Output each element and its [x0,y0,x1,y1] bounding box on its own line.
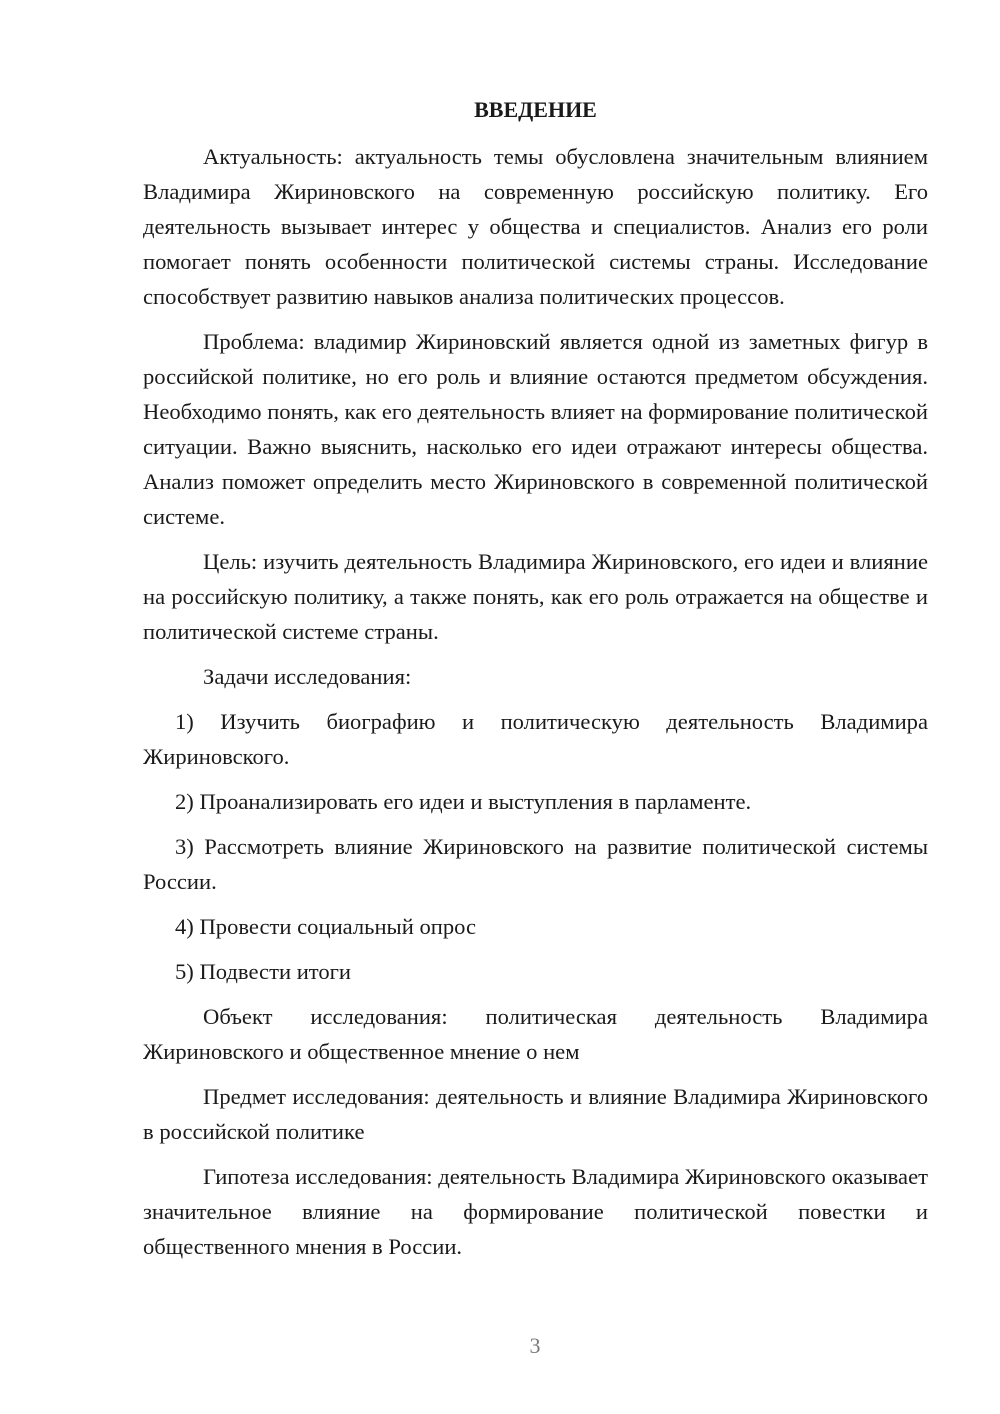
section-title: ВВЕДЕНИЕ [474,97,597,122]
paragraph-goal: Цель: изучить деятельность Владимира Жириновского, его идеи и влияние на российскую политику, а также понять, как его роль отражается на обществе и политической системе страны. [143,549,928,644]
paragraph-tasks-heading: Задачи исследования: [203,664,412,689]
paragraph-hypothesis: Гипотеза исследования: деятельность Владимира Жириновского оказывает значительное влияние на формирование политической повестки и общественного мнения в России. [143,1164,928,1259]
paragraph-object: Объект исследования: политическая деятельность Владимира Жириновского и общественное мнение о нем [143,1004,928,1064]
task-item: 5) Подвести итоги [175,959,352,984]
page-number: 3 [529,1333,541,1358]
task-item: 1) Изучить биографию и политическую деятельность Владимира Жириновского. [143,709,928,769]
task-item: 3) Рассмотреть влияние Жириновского на развитие политической системы России. [143,834,928,894]
task-item: 2) Проанализировать его идеи и выступления в парламенте. [175,789,752,814]
paragraph-subject: Предмет исследования: деятельность и влияние Владимира Жириновского в российской политике [143,1084,928,1144]
task-item: 4) Провести социальный опрос [175,914,477,939]
paragraph-problem: Проблема: владимир Жириновский является одной из заметных фигур в российской политике, но его роль и влияние остаются предметом обсуждения. Необходимо понять, как его деятельность влияет на формирование политической ситуации. Важно выяснить, насколько его идеи отражают интересы общества. Анализ поможет определить место Жириновского в современной политической системе. [143,329,928,529]
paragraph-relevance: Актуальность: актуальность темы обусловлена значительным влиянием Владимира Жириновского на современную российскую политику. Его деятельность вызывает интерес у общества и специалистов. Анализ его роли помогает понять особенности политической системы страны. Исследование способствует развитию навыков анализа политических процессов. [143,144,928,309]
document-page [143,92,928,1274]
